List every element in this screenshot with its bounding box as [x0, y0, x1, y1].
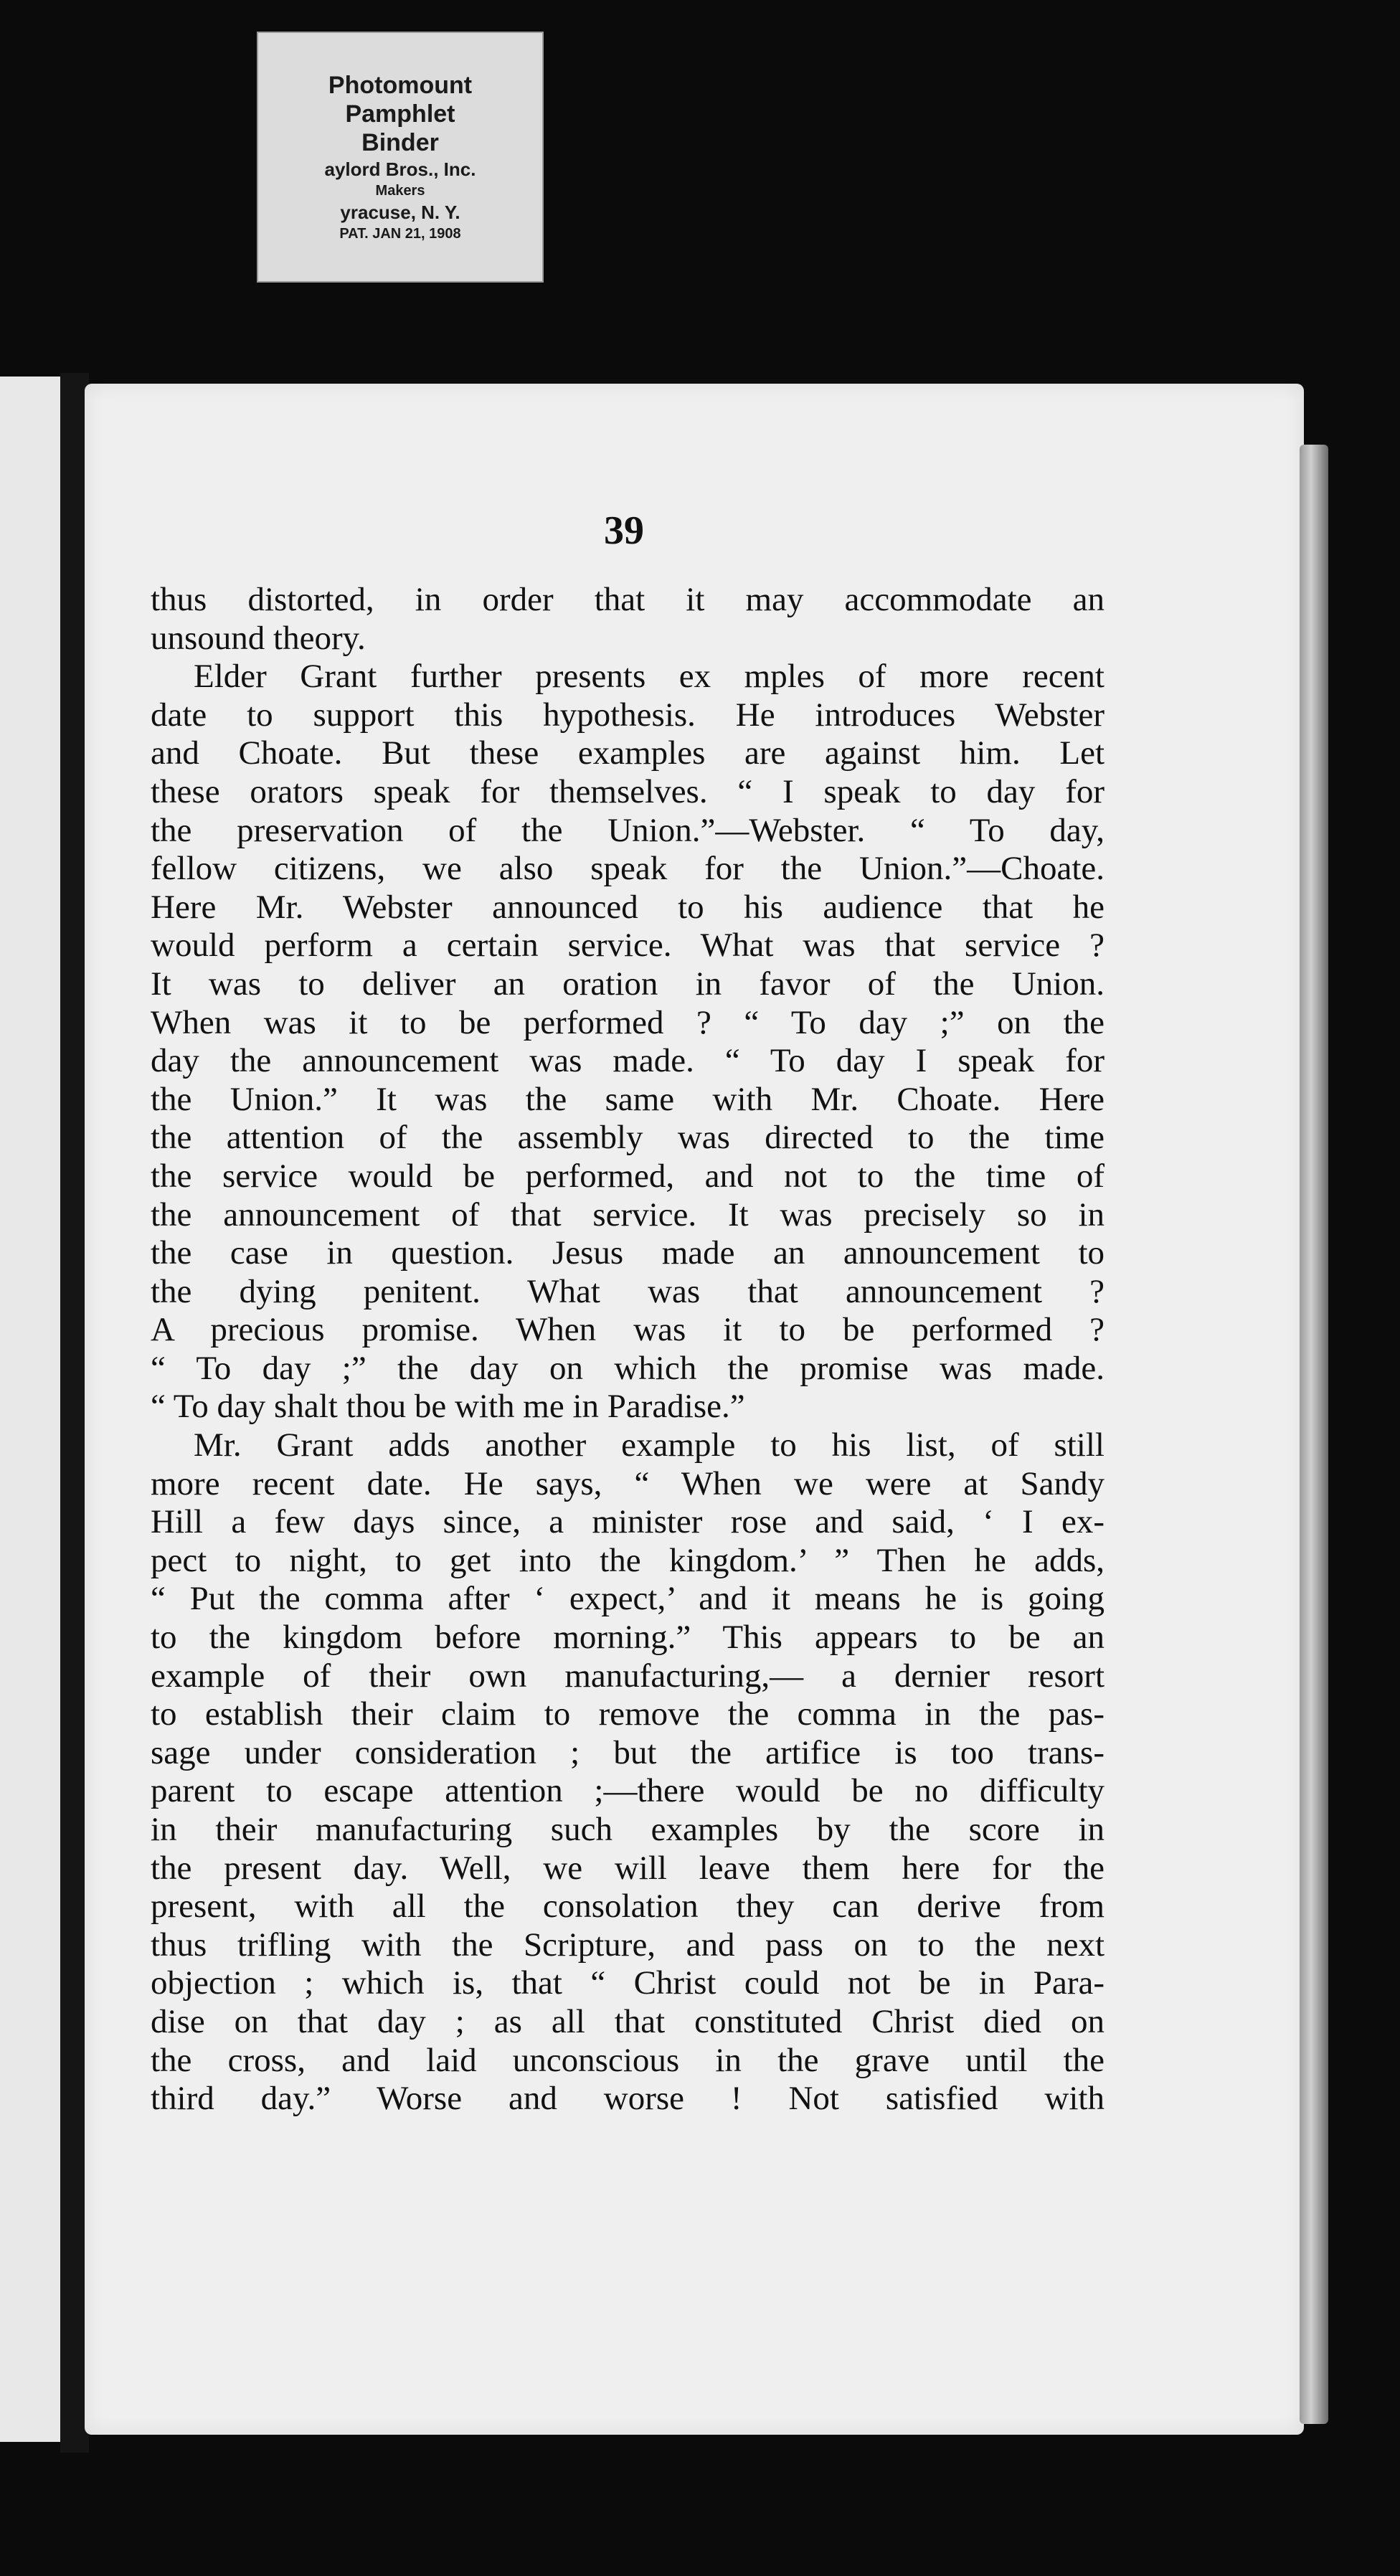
text-line: third day.” Worse and worse ! Not satisfied with — [151, 2080, 1105, 2118]
text-line: “ To day ;” the day on which the promise was made. — [151, 1349, 1105, 1387]
page-body — [151, 581, 1105, 2118]
label-line: Makers — [375, 183, 425, 199]
text-line: the preservation of the Union.”—Webster. “ To day, — [151, 811, 1105, 849]
text-line: more recent date. He says, “ When we were at Sandy — [151, 1464, 1105, 1502]
label-line: aylord Bros., Inc. — [324, 158, 476, 180]
text-line: “ Put the comma after ‘ expect,’ and it means he is going — [151, 1580, 1105, 1618]
text-line: the Union.” It was the same with Mr. Choate. Here — [151, 1080, 1105, 1118]
text-line: and Choate. But these examples are against him. Let — [151, 734, 1105, 772]
text-line: “ To day shalt thou be with me in Paradise.” — [151, 1388, 745, 1426]
label-line: PAT. JAN 21, 1908 — [339, 226, 461, 242]
text-line: When was it to be performed ? “ To day ;” on the — [151, 1003, 1105, 1041]
facing-page-edge — [0, 377, 63, 2442]
text-line: It was to deliver an oration in favor of the Union. — [151, 965, 1105, 1003]
text-line: present, with all the consolation they can derive from — [151, 1888, 1105, 1926]
text-line: sage under consideration ; but the artifice is too trans- — [151, 1733, 1105, 1771]
text-line: would perform a certain service. What was that service ? — [151, 927, 1105, 965]
text-line: thus distorted, in order that it may accommodate an — [151, 581, 1105, 618]
text-line: thus trifling with the Scripture, and pass on to the next — [151, 1926, 1105, 1964]
label-line: yracuse, N. Y. — [340, 202, 460, 223]
text-line: in their manufacturing such examples by the score in — [151, 1811, 1105, 1848]
text-line: to the kingdom before morning.” This appears to be an — [151, 1619, 1105, 1657]
text-line: unsound theory. — [151, 619, 366, 657]
text-line: the announcement of that service. It was precisely so in — [151, 1195, 1105, 1233]
text-line: the service would be performed, and not to the time of — [151, 1157, 1105, 1195]
text-line: date to support this hypothesis. He introduces Webster — [151, 696, 1105, 734]
text-line: Elder Grant further presents ex mples of more recent — [194, 658, 1105, 696]
text-line: the present day. Well, we will leave them here for the — [151, 1849, 1105, 1887]
text-line: pect to night, to get into the kingdom.’ ” Then he adds, — [151, 1541, 1105, 1579]
text-line: the case in question. Jesus made an announcement to — [151, 1234, 1105, 1272]
text-line: these orators speak for themselves. “ I speak to day for — [151, 772, 1105, 810]
text-line: the cross, and laid unconscious in the grave until the — [151, 2041, 1105, 2079]
text-line: day the announcement was made. “ To day I speak for — [151, 1042, 1105, 1080]
text-line: to establish their claim to remove the comma in the pas- — [151, 1695, 1105, 1733]
text-line: the dying penitent. What was that announcement ? — [151, 1272, 1105, 1310]
text-line: A precious promise. When was it to be performed ? — [151, 1311, 1105, 1349]
text-line: Here Mr. Webster announced to his audience that he — [151, 888, 1105, 926]
label-line: Pamphlet — [345, 100, 455, 128]
text-line: Hill a few days since, a minister rose and said, ‘ I ex- — [151, 1503, 1105, 1541]
text-line: example of their own manufacturing,— a dernier resort — [151, 1657, 1105, 1695]
text-line: objection ; which is, that “ Christ could not be in Para- — [151, 1964, 1105, 2002]
text-line: the attention of the assembly was directed to the time — [151, 1119, 1105, 1157]
label-line: Photomount — [328, 72, 473, 99]
text-line: Mr. Grant adds another example to his list, of still — [194, 1426, 1105, 1464]
page-number: 39 — [604, 508, 644, 553]
binder-label — [257, 32, 544, 283]
text-line: fellow citizens, we also speak for the Union.”—Choate. — [151, 850, 1105, 888]
text-line: dise on that day ; as all that constituted Christ died on — [151, 2002, 1105, 2040]
label-line: Binder — [361, 129, 439, 156]
text-line: parent to escape attention ;—there would be no difficulty — [151, 1772, 1105, 1810]
page-stack-edge — [1300, 445, 1328, 2424]
